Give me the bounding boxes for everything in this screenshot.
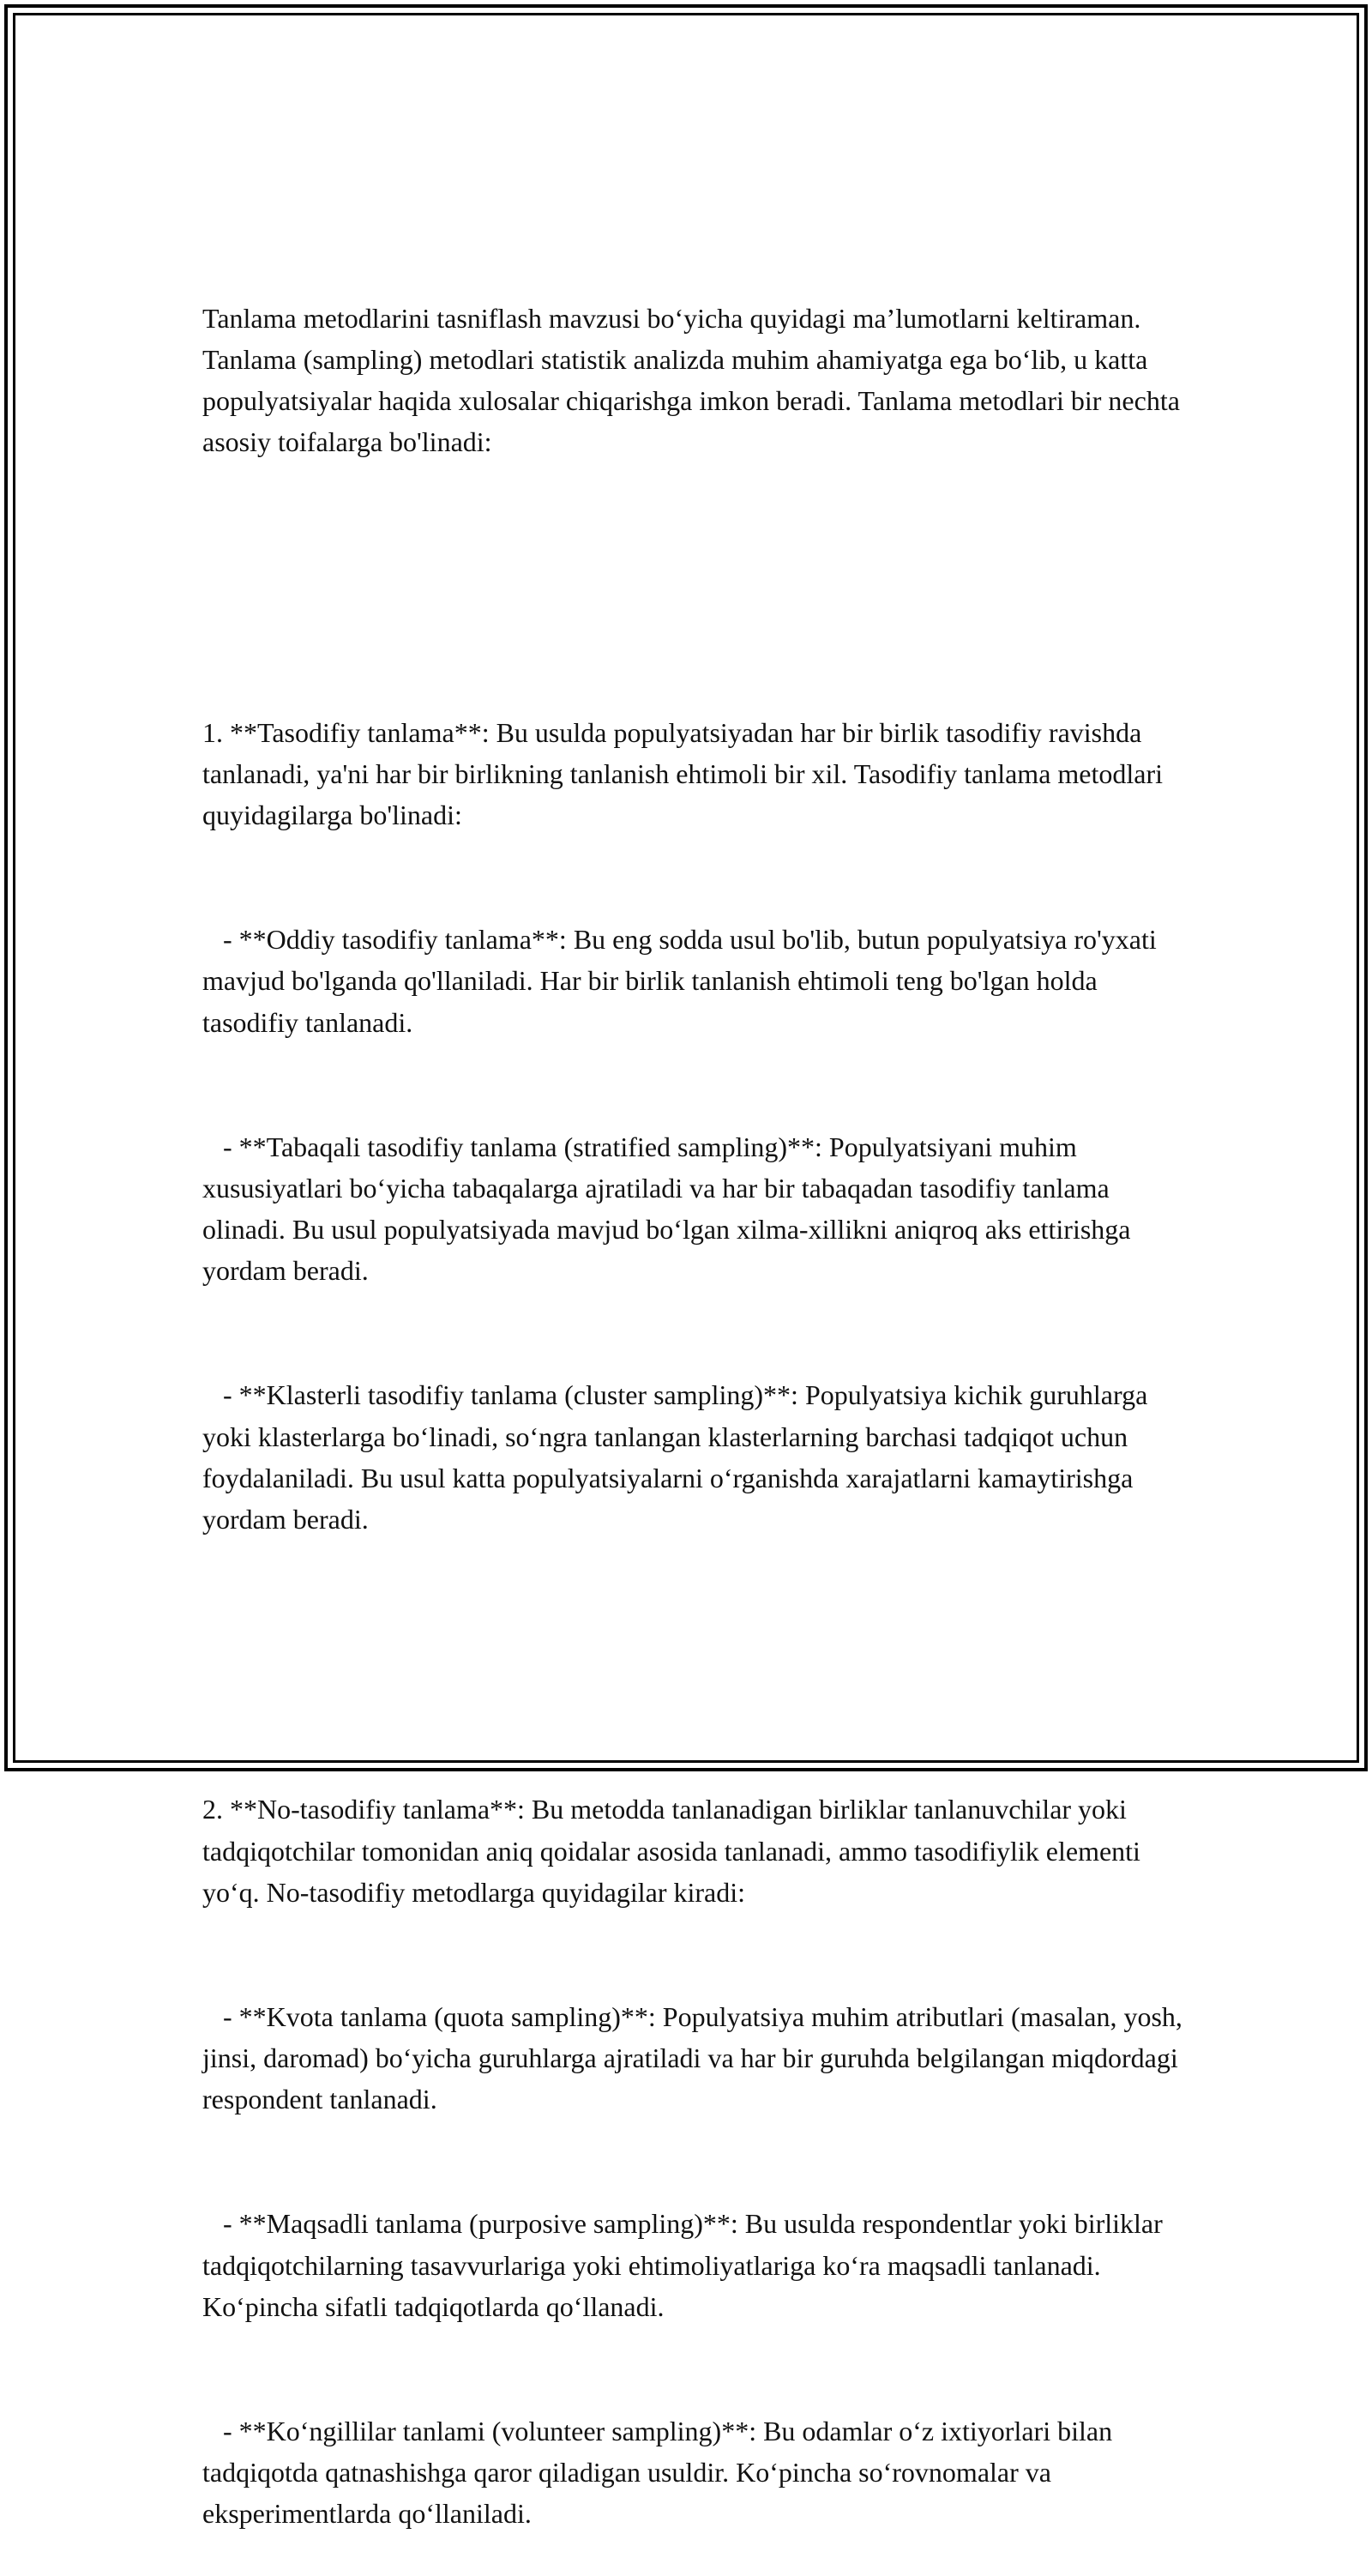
paragraph-spacer [202,1623,1188,1664]
list-item: - **Klasterli tasodifiy tanlama (cluster sampling)**: Populyatsiya kichik guruhlarga yoki klasterlarga bo‘linadi, so‘ngra tanlangan klasterlarning barchasi tadqiqot uchun foydalaniladi. Bu usul katta populyatsiyalarni o‘rganishda xarajatlarni kamaytirishga yordam beradi. [202,1379,1155,1535]
document-body [202,214,1188,2576]
list-item: - **Maqsadli tanlama (purposive sampling)**: Bu usulda respondentlar yoki birliklar tadqiqotchilarning tasavvurlariga yoki ehtimoliyatlariga ko‘ra maqsadli tanlanadi. Ko‘pincha sifatli tadqiqotlarda qo‘llanadi. [202,2208,1170,2322]
intro-paragraph: Tanlama metodlarini tasniflash mavzusi bo‘yicha quyidagi ma’lumotlarni keltiraman. Tanlama (sampling) metodlari statistik analizda muhim ahamiyatga ega bo‘lib, u katta populyatsiyalar haqida xulosalar chiqarishga imkon beradi. Tanlama metodlari bir nechta asosiy toifalarga bo'linadi: [202,302,1187,458]
list-item: - **Kvota tanlama (quota sampling)**: Populyatsiya muhim atributlari (masalan, yosh, jinsi, daromad) bo‘yicha guruhlarga ajratiladi va har bir guruhda belgilangan miqdordagi respondent tanlanadi. [202,2000,1189,2115]
list-item: - **Ko‘ngillilar tanlami (volunteer sampling)**: Bu odamlar o‘z ixtiyorlari bilan tadqiqotda qatnashishga qaror qiladigan usuldir. Ko‘pincha so‘rovnomalar va eksperimentlarda qo‘llaniladi. [202,2415,1120,2530]
list-item: - **Oddiy tasodifiy tanlama**: Bu eng sodda usul bo'lib, butun populyatsiya ro'yxati mavjud bo'lganda qo'llaniladi. Har bir birlik tanlanish ehtimoli teng bo'lgan holda tasodifiy tanlanadi. [202,924,1164,1038]
section-1-heading: 1. **Tasodifiy tanlama**: Bu usulda populyatsiyadan har bir birlik tasodifiy ravishda tanlanadi, ya'ni har bir birlikning tanlanish ehtimoli bir xil. Tasodifiy tanlama metodlari quyidagilarga bo'linadi: [202,716,1170,831]
list-item: - **Tabaqali tasodifiy tanlama (stratified sampling)**: Populyatsiyani muhim xususiyatlari bo‘yicha tabaqalarga ajratiladi va har bir tabaqadan tasodifiy tanlama olinadi. Bu usul populyatsiyada mavjud bo‘lgan xilma-xillikni aniqroq aks ettirishga yordam beradi. [202,1131,1138,1287]
section-2-heading: 2. **No-tasodifiy tanlama**: Bu metodda tanlanadigan birliklar tanlanuvchilar yoki tadqiqotchilar tomonidan aniq qoidalar asosida tanlanadi, ammo tasodifiylik elementi yo‘q. No-tasodifiy metodlarga quyidagilar kiradi: [202,1794,1147,1908]
paragraph-spacer [202,546,1188,587]
